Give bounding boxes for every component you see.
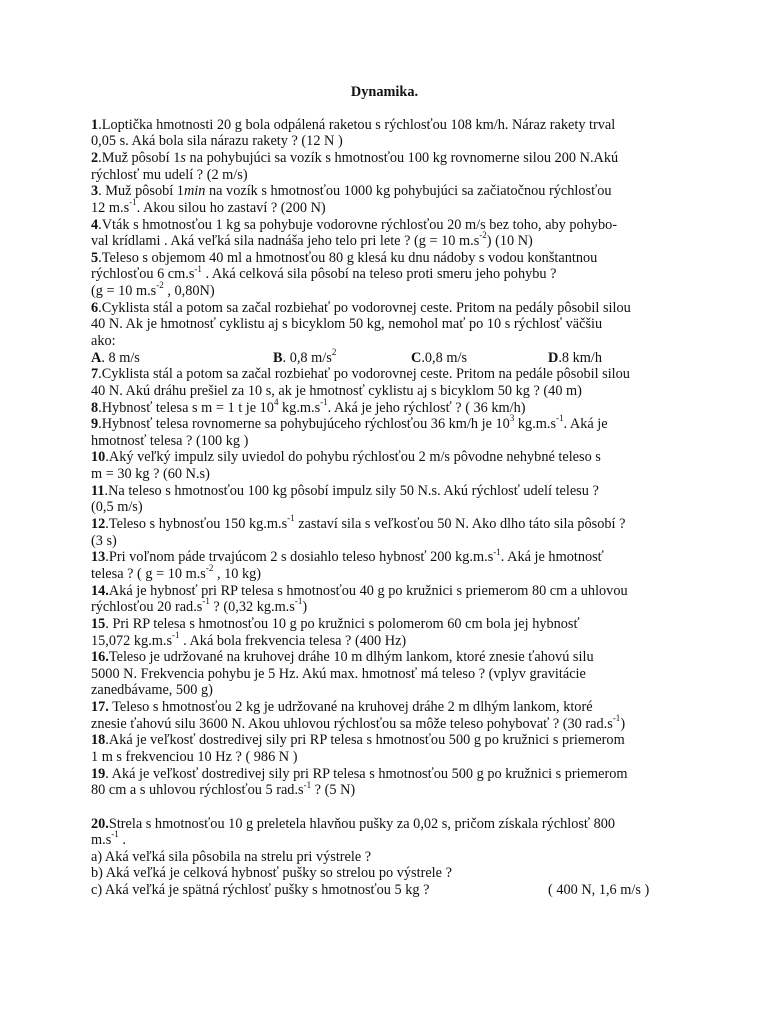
superscript: -1 — [172, 629, 180, 640]
line-text: .Hybnosť telesa s m = 1 t je 10 — [98, 399, 274, 416]
line-text: zastaví sila s veľkosťou 50 N. Ako dlho táto sila pôsobí ? — [294, 516, 626, 533]
text-line — [91, 712, 678, 733]
line-text: , 10 kg) — [213, 565, 262, 582]
text-line — [91, 263, 678, 283]
line-text: a) Aká veľká sila pôsobila na strelu pri výstrele ? — [91, 848, 372, 865]
choice-letter: B — [273, 349, 283, 366]
line-text: . Aká je — [563, 416, 608, 433]
problem-number: 15 — [91, 615, 106, 632]
line-text: (g = 10 m.s — [91, 283, 157, 300]
problem-number: 3 — [91, 183, 99, 200]
line-text: ) (10 N) — [486, 233, 533, 250]
text-line — [91, 413, 678, 433]
line-text: Aká je hybnosť pri RP telesa s hmotnosťou 40 g po kružnici s priemerom 80 cm a uhlovou — [108, 582, 628, 599]
line-text: rýchlosť mu udelí ? (2 m/s) — [91, 166, 248, 183]
line-text: b) Aká veľká je celková hybnosť pušky so strelou po výstrele ? — [91, 865, 452, 882]
line-text: hmotnosť telesa ? (100 kg ) — [91, 432, 249, 449]
superscript: -2 — [205, 563, 214, 574]
line-text: ? (0,32 kg.m.s — [209, 599, 295, 616]
superscript: -1 — [294, 596, 303, 607]
line-text: rýchlosťou 6 cm.s — [91, 266, 195, 283]
problem-number: 19 — [91, 765, 106, 782]
answer-choices — [91, 346, 678, 367]
line-text: .Hybnosť telesa rovnomerne sa pohybujúceho rýchlosťou 36 km/h je 10 — [98, 416, 510, 433]
superscript: 3 — [509, 413, 515, 424]
choice-a — [91, 350, 140, 367]
line-text: rýchlosťou 20 rad.s — [91, 599, 203, 616]
line-text: . Pri RP telesa s hmotnosťou 10 g po kružnici s polomerom 60 cm bola jej hybnosť — [105, 615, 580, 632]
problem-number: 11 — [91, 482, 105, 499]
line-text: .Teleso s objemom 40 ml a hmotnosťou 80 g klesá ku dnu nádoby s vodou konštantnou — [98, 249, 598, 266]
text-line — [91, 117, 678, 134]
line-text: znesie ťahovú silu 3600 N. Akou uhlovou rýchlosťou sa môže teleso pohybovať ? (30 rad.s — [91, 715, 613, 732]
line-text: 0,05 s. Aká bola sila nárazu rakety ? (12 N ) — [91, 133, 343, 150]
superscript: -1 — [612, 712, 621, 723]
text-line — [91, 882, 678, 899]
line-text: . Aká je jeho rýchlosť ? ( 36 km/h) — [327, 399, 526, 416]
line-text: . Aká bola frekvencia telesa ? (400 Hz) — [179, 632, 407, 649]
choice-text: . 8 m/s — [101, 349, 140, 366]
choice-sup: 2 — [331, 346, 337, 357]
line-text: . Muž pôsobí 1 — [98, 183, 184, 200]
text-line — [91, 666, 678, 683]
problem-number: 4 — [91, 216, 99, 233]
line-text: Teleso s hmotnosťou 2 kg je udržované na kruhovej dráhe 2 m dlhým lankom, ktoré — [108, 699, 593, 716]
problem-number: 9 — [91, 416, 99, 433]
text-line — [91, 816, 678, 833]
problems-block-2 — [91, 366, 678, 799]
choice-text: .0,8 m/s — [421, 349, 468, 366]
line-text: .Aký veľký impulz sily uviedol do pohybu rýchlosťou 2 m/s pôvodne nehybné teleso s — [105, 449, 601, 466]
line-text: ) — [620, 715, 626, 732]
superscript: -1 — [129, 197, 137, 208]
line-text: c) Aká veľká je spätná rýchlosť pušky s hmotnosťou 5 kg ? — [91, 882, 430, 899]
final-answer: ( 400 N, 1,6 m/s ) — [548, 882, 650, 899]
line-text: ) — [302, 599, 308, 616]
text-line — [91, 749, 678, 766]
line-text: Strela s hmotnosťou 10 g preletela hlavňou pušky za 0,02 s, pričom získala rýchlosť 800 — [108, 815, 616, 832]
choice-text: . 0,8 m/s — [282, 349, 332, 366]
text-line — [91, 366, 678, 383]
text-line — [91, 280, 678, 300]
text-line — [91, 829, 678, 849]
problem-number: 12 — [91, 516, 106, 533]
choice-d — [548, 350, 602, 367]
line-text: 1 m s frekvenciou 10 Hz ? ( 986 N ) — [91, 749, 298, 765]
text-line — [91, 383, 678, 400]
line-text: kg.m.s — [278, 399, 321, 416]
problem-number: 8 — [91, 399, 99, 416]
text-line — [91, 396, 678, 417]
line-text: val krídlami . Aká veľká sila nadnáša jeho telo pri lete ? (g = 10 m.s — [91, 233, 480, 250]
text-line — [91, 300, 678, 317]
choice-letter: D — [548, 349, 559, 366]
line-text: na vozík s hmotnosťou 1000 kg pohybujúci sa začiatočnou rýchlosťou — [205, 183, 612, 200]
text-line — [91, 217, 678, 234]
text-line — [91, 732, 678, 749]
superscript: -1 — [202, 596, 210, 607]
superscript: -1 — [111, 829, 119, 840]
problem-number: 18 — [91, 732, 106, 749]
line-text: 40 N. Akú dráhu prešiel za 10 s, ak je hmotnosť cyklistu aj s bicyklom 50 kg ? (40 m) — [91, 382, 582, 399]
superscript: -1 — [287, 513, 295, 524]
text-line — [91, 333, 678, 350]
choice-text: .8 km/h — [558, 349, 603, 366]
text-line — [91, 596, 678, 616]
problem-number: 2 — [91, 149, 99, 166]
text-line — [91, 483, 678, 500]
line-text: .Cyklista stál a potom sa začal rozbiehať po vodorovnej ceste. Pritom na pedály pôsobil silou — [98, 299, 631, 316]
problem-number: 16. — [91, 649, 109, 666]
line-text: .Teleso s hybnosťou 150 kg.m.s — [105, 516, 288, 533]
line-text: .Cyklista stál a potom sa začal rozbiehať po vodorovnej ceste. Pritom na pedále pôsobil silou — [98, 366, 630, 383]
line-text: m = 30 kg ? (60 N.s) — [91, 466, 210, 483]
spacer — [91, 799, 678, 816]
text-line — [91, 699, 678, 716]
line-text: . — [118, 832, 126, 849]
text-line — [91, 183, 678, 200]
line-text: telesa ? ( g = 10 m.s — [91, 565, 206, 582]
line-text: (3 s) — [91, 532, 117, 549]
text-line — [91, 849, 678, 866]
superscript: -1 — [194, 263, 202, 274]
superscript: -1 — [320, 396, 328, 407]
problem-number: 13 — [91, 549, 106, 566]
superscript: 4 — [273, 396, 279, 407]
line-text: zanedbávame, 500 g) — [91, 682, 213, 699]
line-text: .Na teleso s hmotnosťou 100 kg pôsobí impulz sily 50 N.s. Akú rýchlosť udelí telesu ? — [104, 482, 599, 499]
text-line — [91, 197, 678, 217]
text-line — [91, 779, 678, 799]
text-line — [91, 583, 678, 600]
text-line — [91, 167, 678, 184]
problem-number: 14. — [91, 582, 109, 599]
text-line — [91, 449, 678, 466]
line-text: .Muž pôsobí 1 — [98, 149, 181, 166]
line-text: .Aká je veľkosť dostredivej sily pri RP telesa s hmotnosťou 500 g po kružnici s priemerom — [105, 732, 625, 749]
text-line — [91, 682, 678, 699]
superscript: -2 — [479, 230, 487, 241]
text-line — [91, 499, 678, 516]
problem-number: 20. — [91, 815, 109, 832]
superscript: -1 — [303, 779, 312, 790]
text-line — [91, 433, 678, 450]
unit-italic: min — [183, 183, 206, 200]
line-text: 5000 N. Frekvencia pohybu je 5 Hz. Akú max. hmotnosť má teleso ? (vplyv gravitácie — [91, 665, 586, 682]
text-line — [91, 230, 678, 250]
line-text: . Akou silou ho zastaví ? (200 N) — [136, 199, 326, 216]
line-text: .Vták s hmotnosťou 1 kg sa pohybuje vodorovne rýchlosťou 20 m/s bez toho, aby pohybo- — [98, 216, 618, 233]
line-text: 15,072 kg.m.s — [91, 632, 173, 649]
choice-letter: C — [411, 349, 422, 366]
line-text: na pohybujúci sa vozík s hmotnosťou 100 kg rovnomerne silou 200 N.Akú — [185, 149, 619, 166]
choice-letter: A — [91, 349, 102, 366]
line-text: 40 N. Ak je hmotnosť cyklistu aj s bicyklom 50 kg, nemohol mať po 10 s rýchlosť väčšiu — [91, 316, 603, 333]
line-text: , 0,80N) — [163, 283, 215, 300]
text-line — [91, 150, 678, 167]
superscript: -2 — [156, 280, 164, 291]
unit-italic: s — [180, 149, 186, 166]
line-text: . Aká je hmotnosť — [500, 549, 604, 566]
page-title: Dynamika. — [350, 84, 419, 100]
problem-number: 5 — [91, 249, 99, 266]
text-line — [91, 865, 678, 882]
text-line — [91, 533, 678, 550]
superscript: -1 — [556, 413, 564, 424]
line-text: .Pri voľnom páde trvajúcom 2 s dosiahlo teleso hybnosť 200 kg.m.s — [105, 549, 494, 566]
problems-block-1 — [91, 117, 678, 350]
line-text: ako: — [91, 332, 116, 349]
text-line — [91, 563, 678, 583]
text-line — [91, 766, 678, 783]
text-line — [91, 546, 678, 566]
choice-c — [411, 350, 467, 367]
line-text: m.s — [91, 832, 112, 849]
line-text: Teleso je udržované na kruhovej dráhe 10 m dlhým lankom, ktoré znesie ťahovú silu — [108, 649, 594, 666]
text-line — [91, 316, 678, 333]
line-text: 12 m.s — [91, 199, 130, 216]
line-text: 80 cm a s uhlovou rýchlosťou 5 rad.s — [91, 782, 304, 799]
problems-block-3 — [91, 816, 678, 899]
line-text: . Aká je veľkosť dostredivej sily pri RP telesa s hmotnosťou 500 g po kružnici s priemerom — [105, 765, 628, 782]
problem-number: 1 — [91, 116, 99, 133]
text-line — [91, 649, 678, 666]
text-line — [91, 513, 678, 533]
superscript: -1 — [493, 546, 501, 557]
choice-b — [273, 346, 337, 367]
text-line — [91, 629, 678, 650]
problem-number: 17. — [91, 699, 109, 716]
problem-number: 6 — [91, 299, 99, 316]
line-text: (0,5 m/s) — [91, 499, 143, 516]
problem-number: 7 — [91, 366, 99, 383]
text-line — [91, 466, 678, 483]
line-text: .Loptička hmotnosti 20 g bola odpálená raketou s rýchlosťou 108 km/h. Náraz rakety trval — [98, 116, 616, 133]
line-text: ? (5 N) — [311, 782, 356, 799]
line-text: kg.m.s — [514, 416, 557, 433]
problem-number: 10 — [91, 449, 106, 466]
text-line — [91, 133, 678, 150]
text-line — [91, 250, 678, 267]
line-text: . Aká celková sila pôsobí na teleso proti smeru jeho pohybu ? — [201, 266, 557, 283]
